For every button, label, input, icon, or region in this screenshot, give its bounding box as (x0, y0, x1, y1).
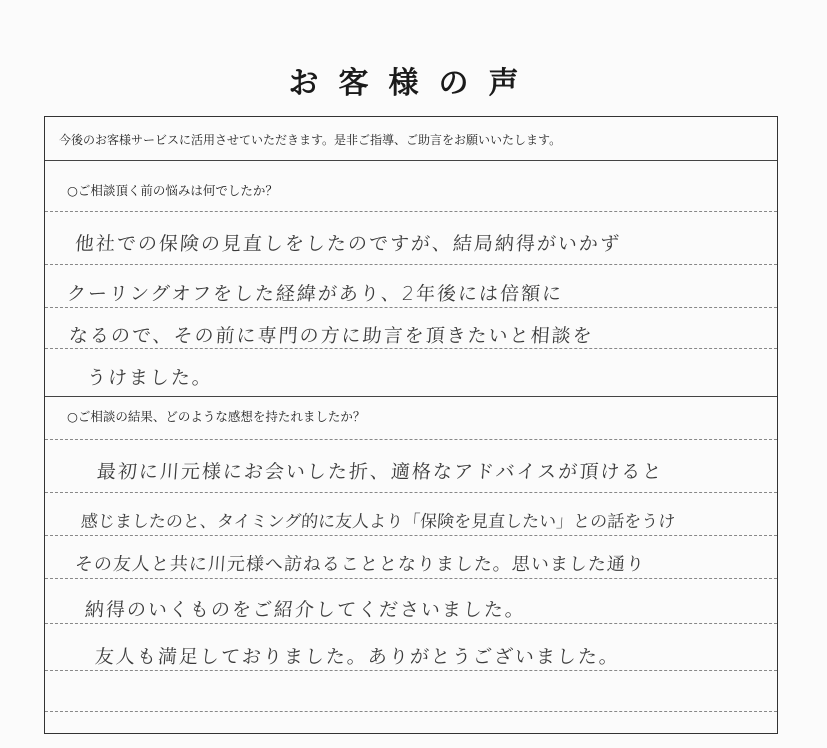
ruled-line (45, 670, 777, 671)
intro-text: 今後のお客様サービスに活用させていただきます。是非ご指導、ご助言をお願いいたします。 (59, 133, 562, 147)
form-title: お客様の声 (288, 66, 539, 101)
ruled-line (45, 711, 777, 712)
ruled-line (45, 492, 777, 493)
ruled-line (45, 439, 777, 440)
answer-2-line-1: 最初に川元様にお会いした折、適格なアドバイスが頂けると (96, 461, 665, 483)
ruled-line (45, 623, 777, 624)
answer-1-line-2: クーリングオフをした経緯があり、2年後には倍額に (66, 283, 564, 305)
answer-2-line-5: 友人も満足しておりました。ありがとうございました。 (94, 646, 621, 668)
ruled-line (45, 348, 777, 349)
question-2: ○ご相談の結果、どのような感想を持たれましたか？ (67, 409, 366, 424)
answer-2-line-2: 感じましたのと、タイミング的に友人より「保険を見直したい」との話をうけ (80, 512, 676, 532)
ruled-line (45, 307, 777, 308)
ruled-line (45, 264, 777, 265)
answer-1-line-4: うけました。 (86, 367, 214, 389)
answer-1-line-1: 他社での保険の見直しをしたのですが、結局納得がいかず (74, 233, 622, 255)
ruled-line (45, 535, 777, 536)
answer-1-line-3: なるので、その前に専門の方に助言を頂きたいと相談を (68, 325, 595, 347)
ruled-line (45, 578, 777, 579)
ruled-line (45, 211, 777, 212)
form-box (44, 116, 778, 734)
divider-line (45, 160, 777, 161)
divider-line (45, 396, 777, 397)
answer-2-line-3: その友人と共に川元様へ訪ねることとなりました。思いました通り (74, 554, 646, 575)
question-1: ○ご相談頂く前の悩みは何でしたか？ (67, 183, 278, 198)
answer-2-line-4: 納得のいくものをご紹介してくださいました。 (84, 599, 527, 621)
